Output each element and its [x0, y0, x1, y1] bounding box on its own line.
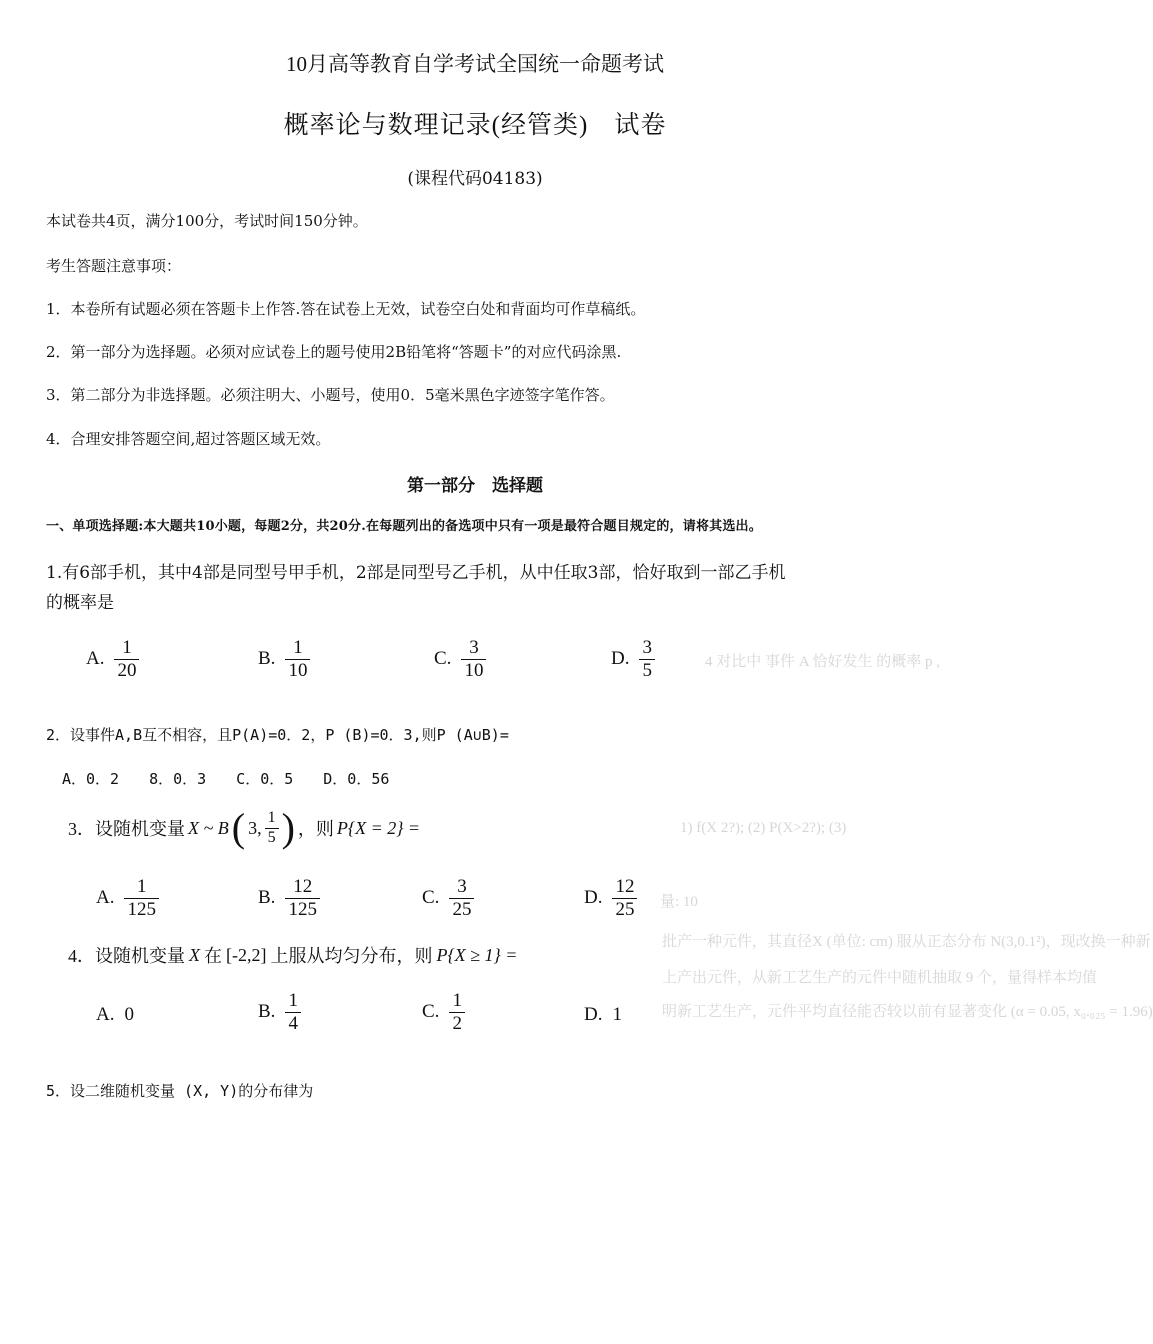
option-label: D. — [584, 887, 603, 909]
q3-middle: ，则 — [297, 819, 334, 839]
option-label: B. — [258, 887, 276, 909]
q3-variable: X ~ B — [188, 817, 229, 838]
q4-option-c — [422, 990, 465, 1035]
option-label: D. — [584, 1004, 603, 1025]
fraction — [285, 637, 310, 682]
part1-heading: 第一部分 选择题 — [407, 476, 543, 496]
option-label: A. — [96, 1004, 115, 1025]
section-instructions: 一、单项选择题:本大题共10小题，每题2分，共20分.在每题列出的备选项中只有一项是最符合题目规定的，请将其选出。 — [46, 519, 762, 534]
bleed-through-text: 批产一种元件，其直径X (单位: cm) 服从正态分布 N(3,0.1²)，现改换一种新 — [662, 934, 1151, 950]
q4-option-a — [96, 1004, 134, 1026]
numerator: 12 — [293, 876, 313, 897]
q3-prefix: 3．设随机变量 — [68, 819, 185, 839]
q4-option-b — [258, 990, 301, 1035]
numerator: 1 — [293, 637, 303, 658]
exam-title: 概率论与数理记录(经管类) 试卷 — [283, 112, 667, 139]
q4-rest: 上服从均匀分布，则 — [270, 946, 433, 966]
q3-stem — [68, 805, 421, 850]
left-paren: ( — [231, 805, 246, 850]
numerator: 1 — [122, 637, 132, 658]
q1-option-a — [86, 637, 139, 682]
option-label: D. — [611, 648, 630, 670]
numerator: 3 — [642, 637, 652, 658]
q2-stem: 2．设事件A,B互不相容，且P(A)=0．2，P (B)=0．3,则P (A∪B)= — [46, 726, 509, 744]
q4-option-d — [584, 1004, 622, 1026]
q1-stem-line1: 1.有6部手机，其中4部是同型号甲手机，2部是同型号乙手机，从中任取3部，恰好取到一部乙手机 — [46, 563, 786, 583]
rule-4: 4．合理安排答题空间,超过答题区域无效。 — [46, 430, 331, 448]
q3-probability: P{X = 2} = — [336, 817, 421, 838]
rule-2: 2．第一部分为选择题。必须对应试卷上的题号使用2B铅笔将“答题卡”的对应代码涂黑. — [46, 343, 622, 361]
q1-option-c — [434, 637, 486, 682]
rule-1: 1．本卷所有试题必须在答题卡上作答.答在试卷上无效，试卷空白处和背面均可作草稿纸。 — [46, 300, 646, 318]
denominator: 4 — [285, 1012, 301, 1035]
q4-interval: [-2,2] — [226, 944, 267, 965]
fraction — [639, 637, 655, 682]
bleed-through-text: 量: 10 — [660, 894, 698, 910]
exam-header-line: 10月高等教育自学考试全国统一命题考试 — [286, 52, 664, 76]
option-label: C. — [422, 887, 440, 909]
option-label: A. — [86, 648, 105, 670]
numerator: 1 — [452, 990, 462, 1011]
q4-variable: X — [189, 944, 200, 965]
fraction — [449, 990, 465, 1035]
option-label: A. — [96, 887, 115, 909]
denominator: 10 — [285, 659, 310, 682]
q4-prefix: 4．设随机变量 — [68, 946, 185, 966]
denominator: 125 — [285, 898, 320, 921]
option-label: B. — [258, 648, 276, 670]
q3-n: 3, — [248, 817, 262, 838]
fraction — [461, 637, 486, 682]
denominator: 25 — [612, 898, 637, 921]
option-label: B. — [258, 1001, 276, 1023]
fraction — [449, 876, 474, 921]
denominator: 25 — [449, 898, 474, 921]
denominator: 10 — [461, 659, 486, 682]
bleed-through-text: 上产出元件，从新工艺生产的元件中随机抽取 9 个，量得样本均值 — [662, 970, 1098, 986]
option-label: C. — [422, 1001, 440, 1023]
denominator: 2 — [449, 1012, 465, 1035]
fraction — [285, 876, 320, 921]
q4-in: 在 — [204, 946, 222, 966]
notice-heading: 考生答题注意事项： — [46, 257, 182, 275]
numerator: 3 — [457, 876, 467, 897]
numerator: 1 — [267, 809, 276, 827]
denominator: 5 — [639, 659, 655, 682]
numerator: 12 — [615, 876, 635, 897]
q1-option-d — [611, 637, 655, 682]
bleed-through-text: 明新工艺生产，元件平均直径能否较以前有显著变化 (α = 0.05, x₀.₀₂₅ = 1.96) — [662, 1004, 1153, 1020]
q2-options: A．0．2 8．0．3 C．0．5 D．0．56 — [62, 770, 390, 788]
q1-stem-line2: 的概率是 — [46, 593, 114, 613]
numerator: 1 — [136, 876, 147, 897]
q5-stem: 5．设二维随机变量 (X, Y)的分布律为 — [46, 1082, 314, 1100]
denominator: 125 — [124, 898, 159, 921]
right-paren: ) — [281, 805, 295, 850]
fraction — [114, 637, 139, 682]
rule-3: 3．第二部分为非选择题。必须注明大、小题号，使用0．5毫米黑色字迹签字笔作答。 — [46, 386, 615, 404]
option-label: C. — [434, 648, 452, 670]
course-code: (课程代码04183) — [407, 169, 543, 189]
q3-option-a — [96, 876, 159, 921]
fraction — [285, 990, 301, 1035]
fraction — [612, 876, 637, 921]
q4-stem — [68, 942, 517, 968]
numerator: 1 — [288, 990, 298, 1011]
numerator: 3 — [469, 637, 479, 658]
q3-option-b — [258, 876, 320, 921]
option-value: 1 — [612, 1004, 622, 1025]
fraction — [265, 809, 279, 847]
q4-probability: P{X ≥ 1} = — [436, 944, 518, 965]
fraction — [124, 876, 159, 921]
denominator: 20 — [114, 659, 139, 682]
option-value: 0 — [124, 1004, 134, 1025]
exam-info: 本试卷共4页，满分100分，考试时间150分钟。 — [46, 212, 368, 230]
bleed-through-text: 1) f(X 2?); (2) P(X>2?); (3) — [680, 820, 847, 836]
q3-option-d — [584, 876, 637, 921]
q1-option-b — [258, 637, 310, 682]
denominator: 5 — [265, 828, 279, 847]
q3-option-c — [422, 876, 474, 921]
bleed-through-text: 4 对比中 事件 A 恰好发生 的概率 p , — [705, 654, 941, 670]
